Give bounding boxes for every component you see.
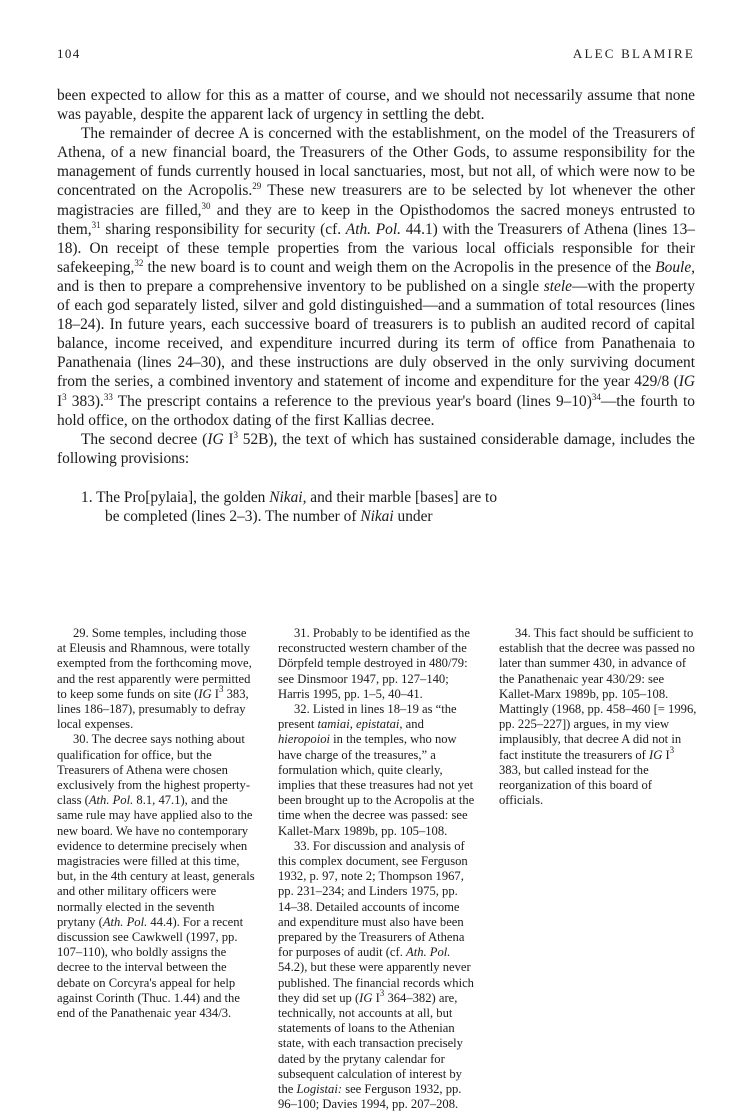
page-number: 104 bbox=[57, 46, 81, 61]
footnote-ref-34[interactable]: 34 bbox=[591, 391, 601, 402]
provisions-list bbox=[57, 488, 695, 526]
list-item: 1. The Pro[pylaia], the golden Nikai, and their marble [bases] are to be completed (lines 2–3). The number of Nikai under bbox=[81, 488, 498, 525]
footnote-31: 31. Probably to be identified as the reconstructed western chamber of the Dörpfeld temple destroyed in 480/79: see Dinsmoor 1947, pp. 127–140; Harris 1995, pp. 1–5, 40–41. bbox=[278, 626, 470, 701]
footnote-33: 33. For discussion and analysis of this complex document, see Ferguson 1932, p. 97, note 2; Thompson 1967, pp. 231–234; and Linders 1975, pp. 14–38. Detailed accounts of income and expenditure must also have been prepared by the Treasurers of Athena for purposes of audit (cf. Ath. Pol. 54.2), but these were apparently never published. The financial records which they did set up (IG $I^3$ 364–382) are, technically, not accounts at all, but statements of loans to the Athenian state, with each transaction precisely dated by the prytany calendar for subsequent calculation of interest by the Logistai: see Ferguson 1932, pp. 96–100; Davies 1994, pp. 207–208. bbox=[278, 838, 474, 1112]
footnote-30: 30. The decree says nothing about qualification for office, but the Treasurers of Athena were chosen exclusively from the highest property-class (Ath. Pol. 8.1, 47.1), and the same rule may have applied also to the new board. We have no contemporary evidence to determine precisely when magistracies were filled at this time, but, in the 4th century at least, generals and other military officers were normally elected in the seventh prytany (Ath. Pol. 44.4). For a recent discussion see Cawkwell (1997, pp. 107–110), who boldly assigns the decree to the interval between the debate on Corcyra's appeal for help against Corinth (Thuc. 1.44) and the end of the Panathenaic year 434/3. bbox=[57, 732, 255, 1021]
footnote-column-2 bbox=[278, 626, 476, 1113]
footnote-column-1 bbox=[57, 626, 255, 1113]
footnote-ref-31[interactable]: 31 bbox=[91, 219, 101, 230]
footnote-ref-29[interactable]: 29 bbox=[252, 181, 262, 192]
running-head-author: ALEC BLAMIRE bbox=[572, 46, 695, 61]
footnote-ref-30[interactable]: 30 bbox=[201, 200, 211, 211]
footnote-29: 29. Some temples, including those at Eleusis and Rhamnous, were totally exempted from the forthcoming move, and the rest apparently were permitted to keep some funds on site (IG $I^3$ 383, lines 186–187), presumably to defray local expenses. bbox=[57, 626, 252, 732]
footnote-ref-33[interactable]: 33 bbox=[103, 391, 113, 402]
footnote-column-3 bbox=[499, 626, 697, 1113]
paragraph-3: The second decree (IG $I^3$ 52B), the text of which has sustained considerable damage, includes the following provisions: bbox=[57, 429, 695, 467]
body-text bbox=[57, 86, 695, 468]
footnotes bbox=[57, 626, 697, 1113]
page bbox=[57, 46, 695, 526]
footnote-32: 32. Listed in lines 18–19 as “the present tamiai, epistatai, and hieropoioi in the temples, who now have charge of the treasures,” a formulation which, quite clearly, implies that these treasures had not yet been brought up to the Acropolis at the time when the decree was passed: see Kallet-Marx 1989b, pp. 105–108. bbox=[278, 702, 475, 838]
running-header bbox=[57, 46, 695, 64]
paragraph-2: The remainder of decree A is concerned with the establishment, on the model of the Treasurers of Athena, of a new financial board, the Treasurers of the Other Gods, to assume responsibility for the management of funds currently housed in local sanctuaries, most, but not all, of which were now to be concentrated on the Acropolis.$^{29}$ These new treasurers are to be selected by lot whenever the other magistracies are filled,$^{30}$ and they are to keep in the Opisthodomos the sacred moneys entrusted to them,$^{31}$ sharing responsibility for security (cf. Ath. Pol. 44.1) with the Treasurers of Athena (lines 13–18). On receipt of these temple properties from the various local officials responsible for their safekeeping,$^{32}$ the new board is to count and weigh them on the Acropolis in the presence of the Boule, and is then to prepare a comprehensive inventory to be published on a single stele—with the property of each god separately listed, silver and gold distinguished—and a summation of total resources (lines 18–24). In future years, each successive board of treasurers is to publish an audited record of capital balance, income received, and expenditure incurred during its term of office from Panathenaia to Panathenaia (lines 24–30), and these instructions are duly observed in the only surviving document from the series, a combined inventory and statement of income and expenditure for the year 429/8 (IG $I^3$ 383).$^{33}$ The prescript contains a reference to the previous year's board (lines 9–10)$^{34}$—the fourth to hold office, on the orthodox dating of the first Kallias decree. bbox=[57, 125, 696, 429]
footnote-ref-32[interactable]: 32 bbox=[134, 257, 144, 268]
paragraph-1: been expected to allow for this as a matter of course, and we should not necessarily assume that none was payable, despite the apparent lack of urgency in settling the debt. bbox=[57, 87, 695, 124]
footnote-34: 34. This fact should be sufficient to establish that the decree was passed no later than summer 430, in advance of the Panathenaic year 430/29: see Kallet-Marx 1989b, pp. 105–108. Mattingly (1968, pp. 458–460 [= 1996, pp. 225–227]) argues, in my view implausibly, that decree A did not in fact institute the treasurers of IG $I^3$ 383, but called instead for the reorganization of this board of officials. bbox=[499, 626, 697, 808]
